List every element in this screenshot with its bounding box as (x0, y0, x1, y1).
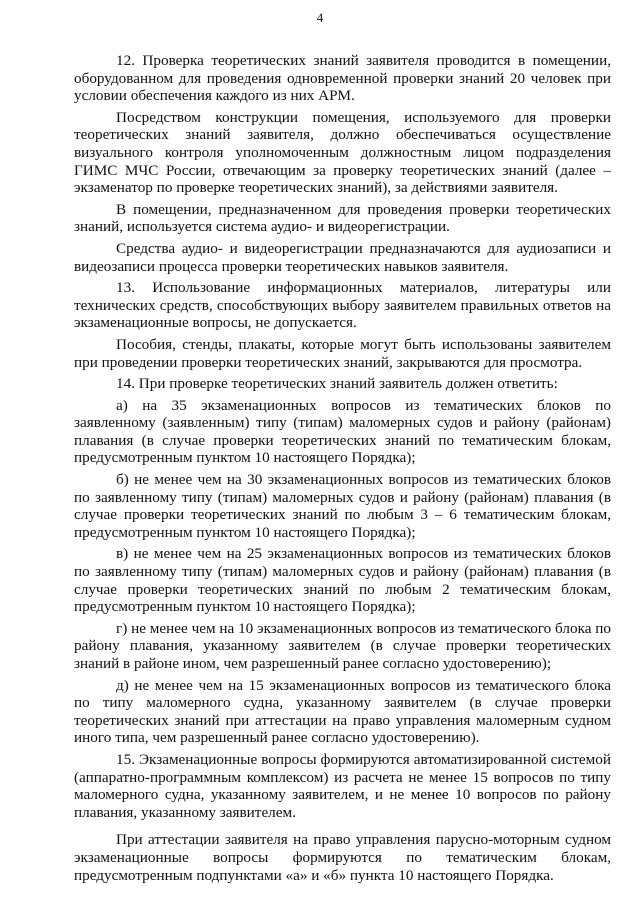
paragraph-13-materials: 13. Использование информационных материалов, литературы или технических средств, способствующих выбору заявителем правильных ответов на экзаменационные вопросы, не допускается. (74, 279, 611, 332)
list-item-b: б) не менее чем на 30 экзаменационных вопросов из тематических блоков по заявленному типу (типам) маломерных судов и району (районам) плавания (в случае проверки теоретических знаний по любым 3 – 6 тематическим блокам, предусмотренным пунктом 10 настоящего Порядка); (74, 471, 611, 541)
paragraph-visual-control: Посредством конструкции помещения, используемого для проверки теоретических знаний заявителя, должно обеспечиваться осуществление визуального контроля уполномоченным должностным лицом подразделения ГИМС МЧС России, отвечающим за проверку теоретических знаний (далее – экзаменатор по проверке теоретических знаний), за действиями заявителя. (74, 108, 611, 197)
paragraph-av-purpose: Средства аудио- и видеорегистрации предназначаются для аудиозаписи и видеозаписи процесса проверки теоретических навыков заявителя. (74, 239, 611, 275)
list-item-g: г) не менее чем на 10 экзаменационных вопросов из тематического блока по району плавания, указанному заявителем (в случае проверки теоретических знаний в районе ином, чем разрешенный ранее согласно удостоверению); (74, 619, 611, 672)
document-body (74, 52, 611, 884)
paragraph-12-room-equipment: 12. Проверка теоретических знаний заявителя проводится в помещении, оборудованном для проведения одновременной проверки знаний 20 человек при условии обеспечения каждого из них АРМ. (74, 52, 611, 105)
paragraph-sail-motor-vessel: При аттестации заявителя на право управления парусно-моторным судном экзаменационные вопросы формируются по тематическим блокам, предусмотренным подпунктами «а» и «б» пункта 10 настоящего Порядка. (74, 831, 611, 884)
list-item-d: д) не менее чем на 15 экзаменационных вопросов из тематического блока по типу маломерного судна, указанному заявителем (в случае проверки теоретических знаний при аттестации на право управления маломерным судном иного типа, чем разрешенный ранее согласно удостоверению). (74, 676, 611, 747)
paragraph-14-intro: 14. При проверке теоретических знаний заявитель должен ответить: (116, 375, 558, 393)
paragraph-aids-closed: Пособия, стенды, плакаты, которые могут быть использованы заявителем при проведении проверки теоретических знаний, закрываются для просмотра. (74, 335, 611, 371)
page-number: 4 (316, 10, 324, 25)
list-item-v: в) не менее чем на 25 экзаменационных вопросов из тематических блоков по заявленному типу (типам) маломерных судов и району (районам) плавания (в случае проверки теоретических знаний по любым 2 тематическим блокам, предусмотренным пунктом 10 настоящего Порядка); (74, 545, 611, 616)
list-item-a: а) на 35 экзаменационных вопросов из тематических блоков по заявленному (заявленным) типу (типам) маломерных судов и району (районам) плавания (в случае проверки теоретических знаний по тематическим блокам, предусмотренным пунктом 10 настоящего Порядка); (74, 396, 611, 467)
paragraph-av-system: В помещении, предназначенном для проведения проверки теоретических знаний, используется система аудио- и видеорегистрации. (74, 200, 611, 236)
paragraph-15-question-formation: 15. Экзаменационные вопросы формируются автоматизированной системой (аппаратно-программным комплексом) из расчета не менее 15 вопросов по типу маломерного судна, указанному заявителем, и не менее 10 вопросов по району плавания, указанному заявителем. (74, 750, 611, 821)
